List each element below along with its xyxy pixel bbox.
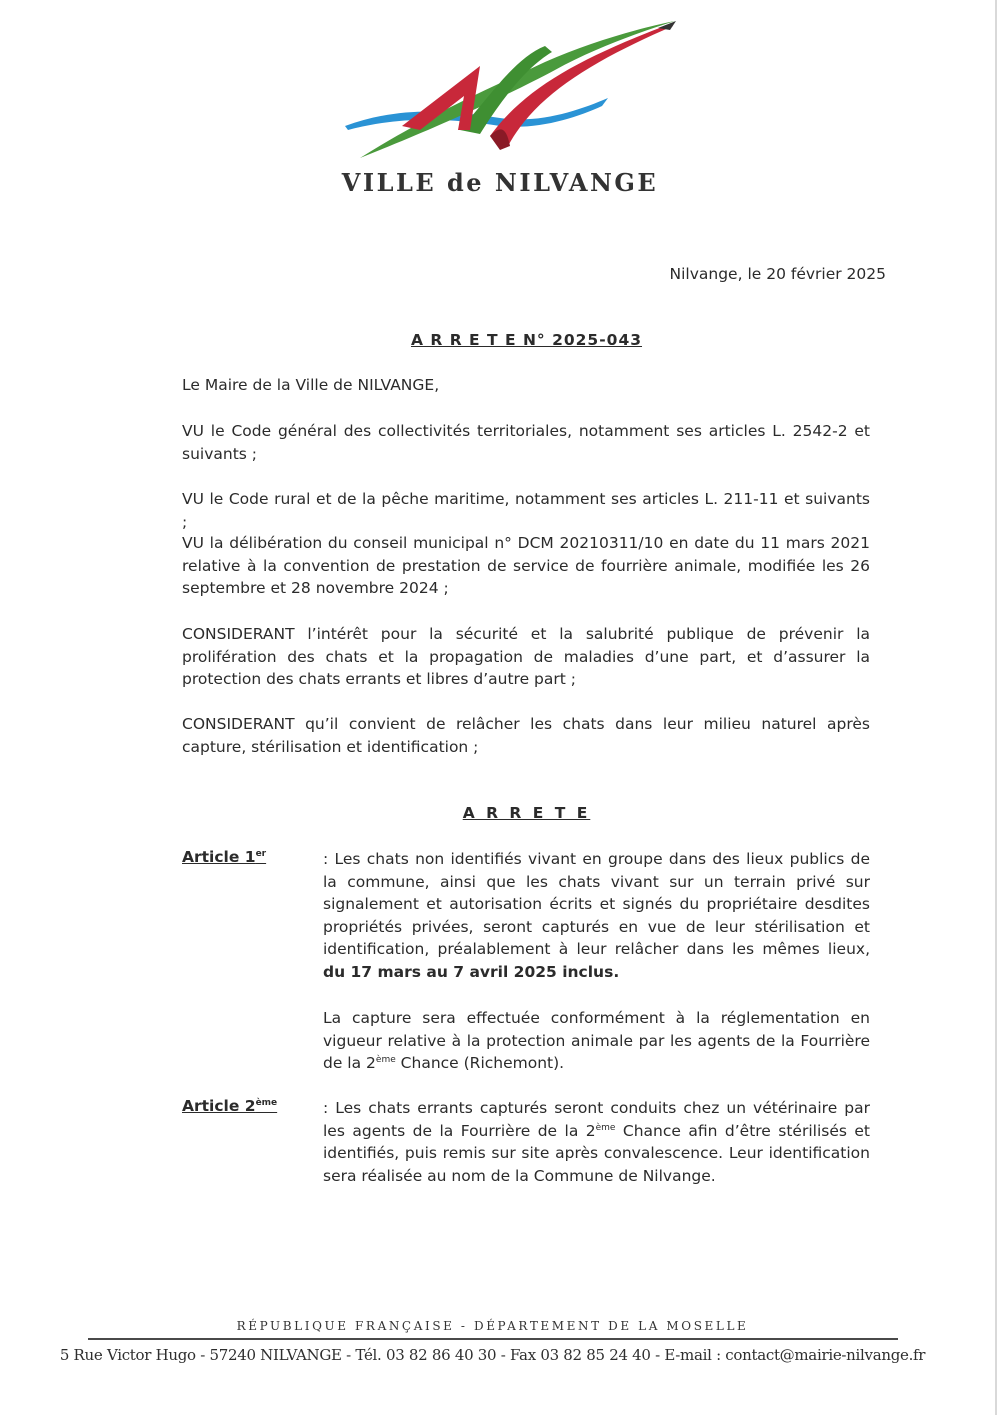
article-1-label-sup: er [255,849,267,859]
consideration-deliberation: VU la délibération du conseil municipal n° DCM 20210311/10 en date du 11 mars 2021 relative à la convention de prestation de service de fourrière animale, modifiée les 26 septembre et 28 novembre 2024 ; [182,534,870,597]
footer-republique: RÉPUBLIQUE FRANÇAISE - DÉPARTEMENT DE LA MOSELLE [236,1319,749,1333]
consideration-code-general: VU le Code général des collectivités territoriales, notamment ses articles L. 2542-2 et suivants ; [182,422,870,463]
article-1-dates: du 17 mars au 7 avril 2025 inclus. [323,962,620,981]
article-2-label [182,1097,277,1115]
consideration-relacher: CONSIDERANT qu’il convient de relâcher les chats dans leur milieu naturel après capture, stérilisation et identification ; [182,715,870,756]
article-1-text: : Les chats non identifiés vivant en groupe dans des lieux publics de la commune, ainsi que les chats vivant sur un terrain privé sur signalement et autorisation écrits et signés du propriétaire desdites propriétés privées, seront capturés en vue de leur stérilisation et identification, préalablement à leur relâcher dans les mêmes lieux, [323,850,870,958]
article-1-paragraph-1 [323,848,870,983]
mayor-line: Le Maire de la Ville de NILVANGE, [182,376,440,394]
city-logo-icon [340,18,680,168]
article-2-text-end: Chance afin d’être stérilisés et identifiés, puis remis sur site après convalescence. Leur identification sera réalisée au nom de la Commune de Nilvange. [323,1121,871,1185]
article-2-paragraph [323,1097,870,1187]
article-2-label-sup: ème [255,1098,278,1108]
footer-address: 5 Rue Victor Hugo - 57240 NILVANGE - Tél. 03 82 86 40 30 - Fax 03 82 85 24 40 - E-mail : contact@mairie-nilvange.fr [59,1346,926,1364]
article-1-label-text: Article 1 [182,848,256,866]
article-1-paragraph-2 [323,1007,870,1075]
article-1-capture-sup: ème [375,1055,396,1065]
page-edge-shadow [995,0,997,1415]
city-name: VILLE de NILVANGE [341,168,659,197]
article-2-text: : Les chats errants capturés seront conduits chez un vétérinaire par les agents de la Fourrière de la 2 [323,1099,870,1140]
consideration-salubrite: CONSIDERANT l’intérêt pour la sécurité et la salubrité publique de prévenir la prolifération des chats et la propagation de maladies d’une part, et d’assurer la protection des chats errants et libres d’autre part ; [182,625,870,688]
article-1-label [182,848,266,866]
date-line: Nilvange, le 20 février 2025 [669,265,886,283]
consideration-code-rural: VU le Code rural et de la pêche maritime, notamment ses articles L. 211-11 et suivants ; [182,490,870,531]
section-title: A R R E T E [462,804,591,822]
article-1-capture-end: Chance (Richemont). [395,1054,565,1072]
article-2-label-text: Article 2 [182,1097,256,1115]
footer-divider [88,1338,898,1340]
decree-title: A R R E T E N° 2025-043 [410,331,643,349]
article-2-sup: ème [595,1122,616,1133]
article-1-capture-text: La capture sera effectuée conformément à la réglementation en vigueur relative à la protection animale par les agents de la Fourrière de la 2 [323,1009,870,1072]
